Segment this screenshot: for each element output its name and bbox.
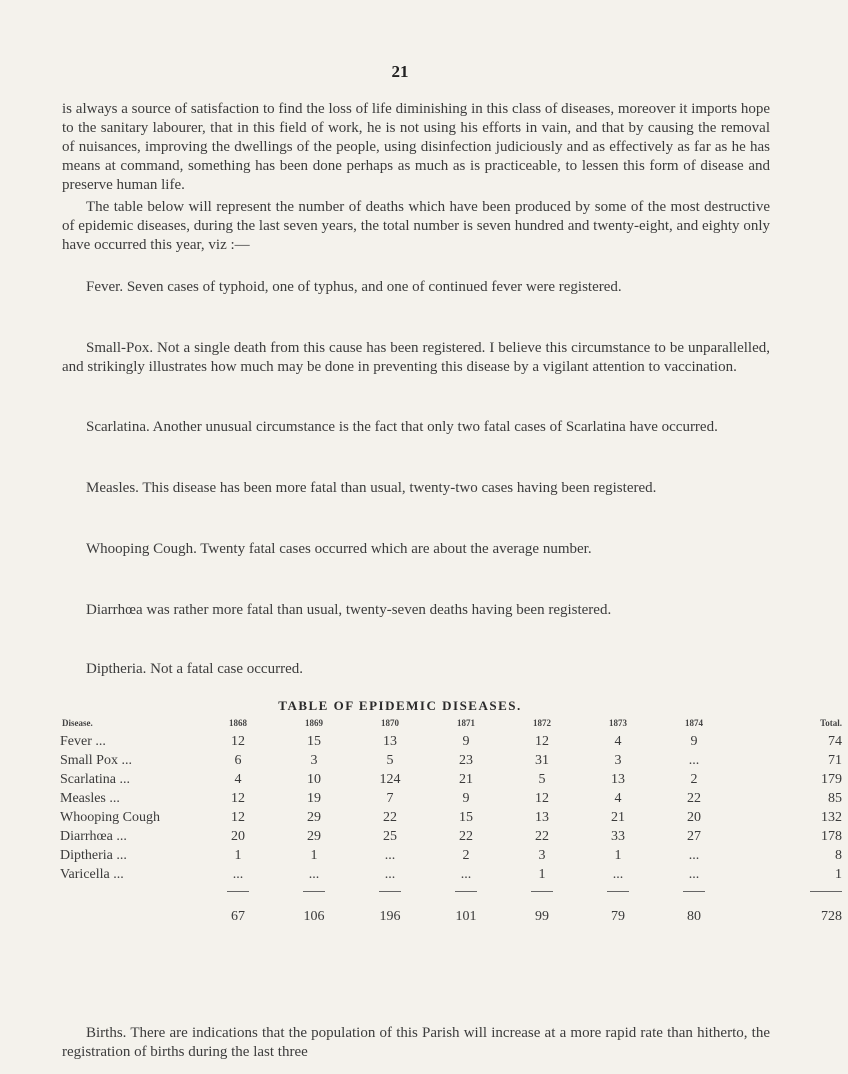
table-cell: 13 (383, 733, 397, 749)
summation-rule (303, 891, 325, 892)
table-cell: 1 (310, 847, 318, 863)
total-cell: 101 (455, 909, 477, 924)
summation-rule (227, 891, 249, 892)
table-cell: ... (688, 866, 700, 882)
table-cell: 13 (611, 771, 625, 787)
table-cell: 12 (535, 733, 549, 749)
summation-rule (607, 891, 629, 892)
table-cell: 3 (538, 847, 546, 863)
table-cell: ... (384, 847, 396, 863)
table-row (60, 751, 848, 770)
disease-cell: Diarrhœa ... (60, 828, 127, 844)
table-cell: 6 (234, 752, 242, 768)
total-cell: 99 (535, 909, 549, 924)
table-cell: 22 (459, 828, 473, 844)
disease-cell: Whooping Cough (60, 809, 160, 825)
table-cell: 7 (386, 790, 394, 806)
table-cell: 10 (307, 771, 321, 787)
table-cell: 13 (535, 809, 549, 825)
table-cell: 12 (535, 790, 549, 806)
table-header-row (60, 718, 848, 732)
column-header: 1869 (305, 718, 323, 728)
paragraph-table-intro: The table below will represent the number of deaths which have been produced by some of the most destructive of epidemic diseases, during the last seven years, the total number is seven hundred and twenty-eight, and eighty only have occurred this year, viz :— (62, 199, 770, 253)
column-header: 1872 (533, 718, 551, 728)
paragraph-small-pox: Small-Pox. Not a single death from this cause has been registered. I believe this circumstance to be unparallelled, and strikingly illustrates how much may be done in preventing this disease by a vigilant attention to vaccination. (62, 340, 770, 375)
column-header: 1873 (609, 718, 627, 728)
total-cell: 79 (611, 909, 625, 924)
table-cell: 12 (231, 790, 245, 806)
table-cell: ... (688, 847, 700, 863)
table-cell: 1 (234, 847, 242, 863)
total-cell: 1 (835, 866, 842, 882)
column-header: 1870 (381, 718, 399, 728)
epidemic-diseases-table (60, 718, 848, 934)
table-cell: 22 (383, 809, 397, 825)
table-cell: 22 (535, 828, 549, 844)
table-cell: 20 (231, 828, 245, 844)
table-cell: 25 (383, 828, 397, 844)
table-cell: 1 (538, 866, 546, 882)
table-cell: 3 (310, 752, 318, 768)
table-cell: 12 (231, 733, 245, 749)
disease-cell: Fever ... (60, 733, 106, 749)
total-cell: 74 (828, 733, 842, 749)
total-cell: 106 (303, 909, 325, 924)
table-row (60, 827, 848, 846)
table-cell: 12 (231, 809, 245, 825)
paragraph-diptheria: Diptheria. Not a fatal case occurred. (86, 661, 303, 677)
table-row (60, 846, 848, 865)
total-cell: 132 (821, 809, 842, 825)
table-cell: 15 (459, 809, 473, 825)
totals-label-cell (60, 900, 200, 934)
summation-rule-row (60, 884, 848, 900)
table-cell: 19 (307, 790, 321, 806)
column-header: Total. (820, 718, 842, 728)
total-cell: 196 (379, 909, 401, 924)
table-cell: 27 (687, 828, 701, 844)
table-cell: 21 (611, 809, 625, 825)
summation-rule (455, 891, 477, 892)
table-row (60, 808, 848, 827)
paragraph-intro: is always a source of satisfaction to find the loss of life diminishing in this class of diseases, moreover it imports hope to the sanitary labourer, that in this field of work, he is not using his efforts in vain, and that by causing the removal of nuisances, improving the dwellings of the people, using disinfection judiciously and as effectively as far as he has means at command, something has been done perhaps as much as is practiceable, to lessen this form of disease and preserve human life. (62, 101, 770, 193)
table-cell: 5 (538, 771, 546, 787)
table-cell: 4 (234, 771, 242, 787)
table-cell: 4 (614, 790, 622, 806)
total-cell: 178 (821, 828, 842, 844)
table-cell: 15 (307, 733, 321, 749)
table-row (60, 770, 848, 789)
column-header: 1871 (457, 718, 475, 728)
summation-rule (810, 891, 842, 892)
table-cell: 4 (614, 733, 622, 749)
paragraph-measles: Measles. This disease has been more fatal than usual, twenty-two cases having been registered. (86, 480, 657, 496)
paragraph-fever: Fever. Seven cases of typhoid, one of typhus, and one of continued fever were registered. (86, 279, 622, 295)
table-cell: 9 (462, 790, 470, 806)
table-cell: 9 (462, 733, 470, 749)
total-cell: 179 (821, 771, 842, 787)
column-header: 1868 (229, 718, 247, 728)
table-cell: 22 (687, 790, 701, 806)
table-cell: 2 (462, 847, 470, 863)
table-cell: ... (308, 866, 320, 882)
summation-rule (683, 891, 705, 892)
table-row (60, 789, 848, 808)
total-cell: 71 (828, 752, 842, 768)
column-header: 1874 (685, 718, 703, 728)
table-cell: 2 (690, 771, 698, 787)
table-cell: 33 (611, 828, 625, 844)
table-cell: ... (460, 866, 472, 882)
disease-cell: Scarlatina ... (60, 771, 130, 787)
table-cell: 20 (687, 809, 701, 825)
page-number: 21 (391, 62, 409, 81)
column-header: Disease. (62, 718, 93, 728)
table-cell: 124 (379, 771, 401, 787)
table-row (60, 732, 848, 751)
table-cell: 23 (459, 752, 473, 768)
total-cell: 85 (828, 790, 842, 806)
table-cell: 29 (307, 809, 321, 825)
paragraph-diarrhoea: Diarrhœa was rather more fatal than usual, twenty-seven deaths having been registered. (86, 602, 612, 618)
summation-rule (379, 891, 401, 892)
table-cell: 29 (307, 828, 321, 844)
disease-cell: Small Pox ... (60, 752, 132, 768)
total-cell: 80 (687, 909, 701, 924)
table-cell: 21 (459, 771, 473, 787)
paragraph-whooping-cough: Whooping Cough. Twenty fatal cases occurred which are about the average number. (86, 541, 592, 557)
totals-row (60, 900, 848, 934)
table-row (60, 865, 848, 884)
table-cell: 5 (386, 752, 394, 768)
table-cell: 31 (535, 752, 549, 768)
total-cell: 8 (835, 847, 842, 863)
table-cell: ... (384, 866, 396, 882)
table-cell: ... (688, 752, 700, 768)
paragraph-births: Births. There are indications that the population of this Parish will increase at a more rapid rate than hitherto, the registration of births during the last three (62, 1025, 770, 1060)
paragraph-scarlatina: Scarlatina. Another unusual circumstance is the fact that only two fatal cases of Scarlatina have occurred. (86, 419, 718, 435)
summation-rule (531, 891, 553, 892)
grand-total-cell: 728 (821, 909, 842, 924)
disease-cell: Measles ... (60, 790, 120, 806)
table-cell: ... (612, 866, 624, 882)
table-cell: 3 (614, 752, 622, 768)
table-cell: 1 (614, 847, 622, 863)
disease-cell: Varicella ... (60, 866, 124, 882)
table-cell: ... (232, 866, 244, 882)
table-title: TABLE OF EPIDEMIC DISEASES. (278, 698, 522, 713)
disease-cell: Diptheria ... (60, 847, 127, 863)
table-cell: 9 (690, 733, 698, 749)
total-cell: 67 (231, 909, 245, 924)
